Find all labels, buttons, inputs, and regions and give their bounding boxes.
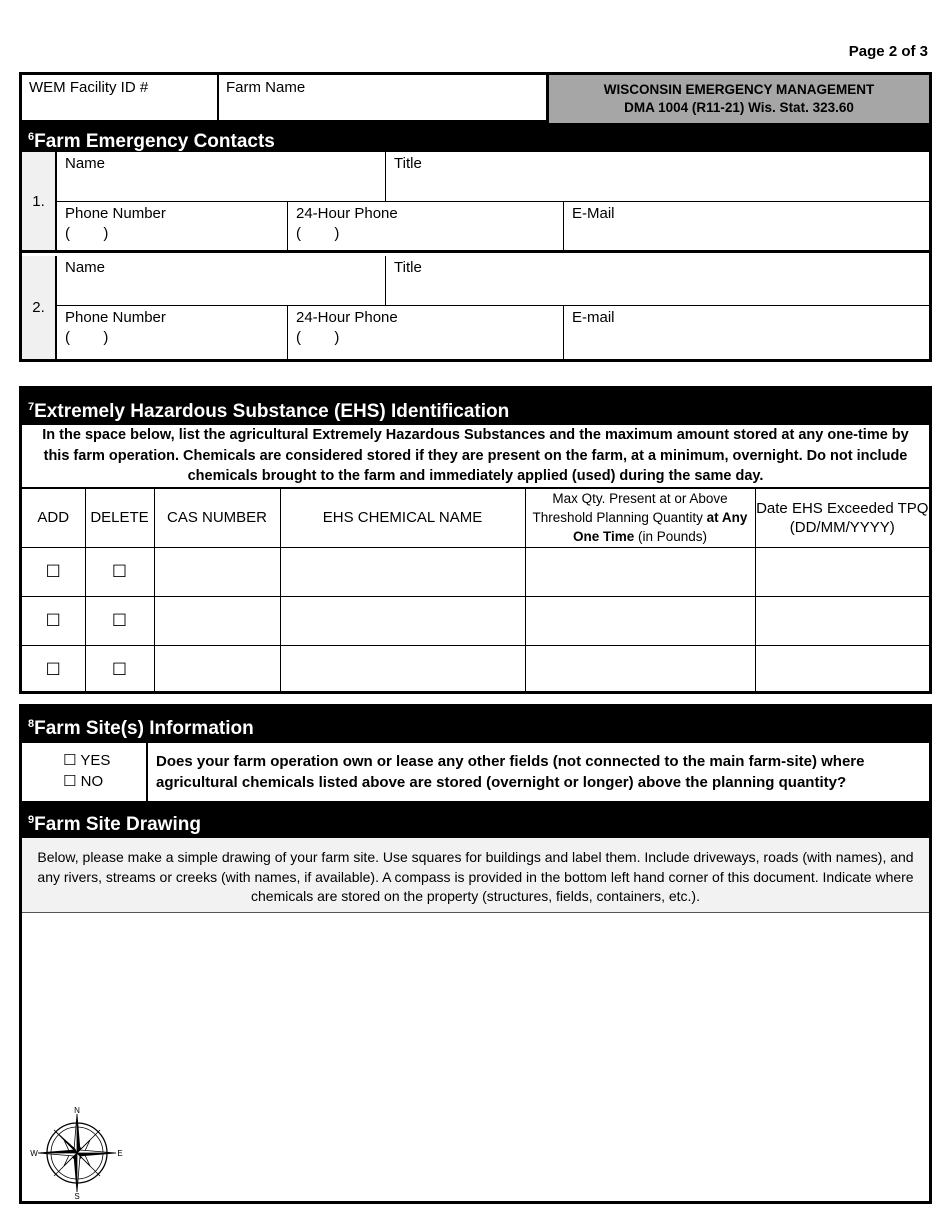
section-9-header — [22, 803, 929, 838]
section-number: 9 — [28, 814, 35, 826]
phone24-label: 24-Hour Phone — [296, 205, 398, 222]
email-label: E-mail — [572, 309, 615, 326]
facility-id-label: WEM Facility ID # — [29, 79, 149, 96]
form-code: DMA 1004 (R11-21) Wis. Stat. 323.60 — [624, 100, 854, 115]
delete-checkbox[interactable]: ☐ — [85, 547, 154, 596]
contacts-block — [19, 72, 932, 362]
table-row — [22, 547, 929, 596]
title-label: Title — [394, 155, 422, 172]
title-label: Title — [394, 259, 422, 276]
section-8-header — [22, 707, 929, 743]
phone-area-code: ( ) — [65, 225, 109, 242]
table-row — [22, 645, 929, 694]
agency-name: WISCONSIN EMERGENCY MANAGEMENT — [603, 82, 875, 97]
col-add: ADD — [22, 488, 85, 547]
max-qty-cell[interactable] — [525, 645, 755, 694]
compass-south: S — [74, 1192, 80, 1200]
contact-title-field[interactable] — [386, 256, 929, 306]
section-title: Farm Site(s) Information — [34, 718, 254, 739]
add-checkbox[interactable]: ☐ — [22, 596, 85, 645]
question-text: Does your farm operation own or lease any other fields (not connected to the main farm-site) where agricultural chemicals listed above are stored (overnight or longer) above the planning quantity? — [156, 753, 865, 791]
facility-id-field[interactable] — [22, 75, 219, 123]
contact-phone-field[interactable] — [57, 306, 288, 359]
form-header — [22, 75, 929, 123]
contact-name-field[interactable] — [57, 152, 386, 202]
chemical-name-cell[interactable] — [280, 596, 525, 645]
max-qty-emphasis: at Any One Time — [572, 510, 748, 545]
no-checkbox[interactable]: ☐ NO — [63, 773, 104, 790]
ehs-instructions: In the space below, list the agricultural Extremely Hazardous Substances and the maximum amount stored at any one-time by this farm operation. Chemicals are considered stored if they are present on the farm, at a minimum, overnight. Do not include chemicals brought to the farm and immediately applied (used) during the same day. — [42, 427, 909, 484]
date-cell[interactable] — [755, 547, 929, 596]
ehs-table — [22, 487, 929, 694]
farm-site-block — [19, 704, 932, 1204]
drawing-area[interactable] — [22, 913, 929, 1201]
yes-checkbox[interactable]: ☐ YES — [63, 752, 111, 769]
table-header-row — [22, 488, 929, 547]
agency-box — [549, 75, 929, 123]
name-label: Name — [65, 155, 106, 172]
section-number: 7 — [28, 401, 35, 413]
phone-label: Phone Number — [65, 309, 166, 326]
contact-phone-field[interactable] — [57, 202, 288, 250]
chemical-name-cell[interactable] — [280, 645, 525, 694]
page-number: Page 2 of 3 — [848, 43, 928, 60]
date-cell[interactable] — [755, 645, 929, 694]
contact-index: 2. — [22, 256, 57, 359]
contact-email-field[interactable] — [564, 202, 929, 250]
chemical-name-cell[interactable] — [280, 547, 525, 596]
drawing-instructions: Below, please make a simple drawing of your farm site. Use squares for buildings and label them. Include driveways, roads (with names), and any rivers, streams or creeks (with names, if available). A compass is provided in the bottom left hand corner of this document. Indicate where chemicals are stored on the property (structures, fields, containers, etc.). — [22, 838, 929, 913]
col-delete: DELETE — [85, 488, 154, 547]
contact-title-field[interactable] — [386, 152, 929, 202]
contact-index: 1. — [22, 152, 57, 250]
col-chemical-name: EHS CHEMICAL NAME — [280, 488, 525, 547]
delete-checkbox[interactable]: ☐ — [85, 645, 154, 694]
max-qty-unit: (in Pounds) — [638, 529, 708, 545]
section-title: Farm Site Drawing — [34, 814, 201, 835]
contact-1 — [22, 152, 929, 253]
contact-name-field[interactable] — [57, 256, 386, 306]
section-title: Farm Emergency Contacts — [34, 131, 275, 152]
compass-west: W — [30, 1149, 38, 1158]
contact-24h-phone-field[interactable] — [288, 202, 564, 250]
contact-24h-phone-field[interactable] — [288, 306, 564, 359]
max-qty-cell[interactable] — [525, 596, 755, 645]
add-checkbox[interactable]: ☐ — [22, 547, 85, 596]
max-qty-text: Max Qty. Present at or Above Threshold Planning Quantity — [532, 491, 728, 526]
add-checkbox[interactable]: ☐ — [22, 645, 85, 694]
compass-rose-icon — [30, 1106, 124, 1200]
email-label: E-Mail — [572, 205, 615, 222]
contact-2 — [22, 256, 929, 359]
name-label: Name — [65, 259, 106, 276]
section-7-header — [22, 389, 929, 425]
other-fields-question — [22, 743, 929, 803]
phone-area-code: ( ) — [65, 329, 109, 346]
phone24-area-code: ( ) — [296, 329, 340, 346]
col-max-qty — [525, 488, 755, 547]
section-number: 8 — [28, 718, 35, 730]
phone24-label: 24-Hour Phone — [296, 309, 398, 326]
section-6-header — [22, 123, 929, 152]
table-row — [22, 596, 929, 645]
contact-email-field[interactable] — [564, 306, 929, 359]
ehs-block — [19, 386, 932, 694]
cas-number-cell[interactable] — [154, 547, 280, 596]
yes-no-options — [22, 743, 148, 801]
section-number: 6 — [28, 131, 35, 143]
col-date-exceeded: Date EHS Exceeded TPQ (DD/MM/YYYY) — [755, 488, 929, 547]
cas-number-cell[interactable] — [154, 596, 280, 645]
col-cas-number: CAS NUMBER — [154, 488, 280, 547]
delete-checkbox[interactable]: ☐ — [85, 596, 154, 645]
cas-number-cell[interactable] — [154, 645, 280, 694]
compass-north: N — [74, 1106, 80, 1115]
farm-name-label: Farm Name — [226, 79, 306, 96]
compass-east: E — [117, 1149, 123, 1158]
max-qty-cell[interactable] — [525, 547, 755, 596]
date-cell[interactable] — [755, 596, 929, 645]
phone-label: Phone Number — [65, 205, 166, 222]
farm-name-field[interactable] — [219, 75, 549, 123]
section-title: Extremely Hazardous Substance (EHS) Identification — [34, 401, 510, 422]
phone24-area-code: ( ) — [296, 225, 340, 242]
